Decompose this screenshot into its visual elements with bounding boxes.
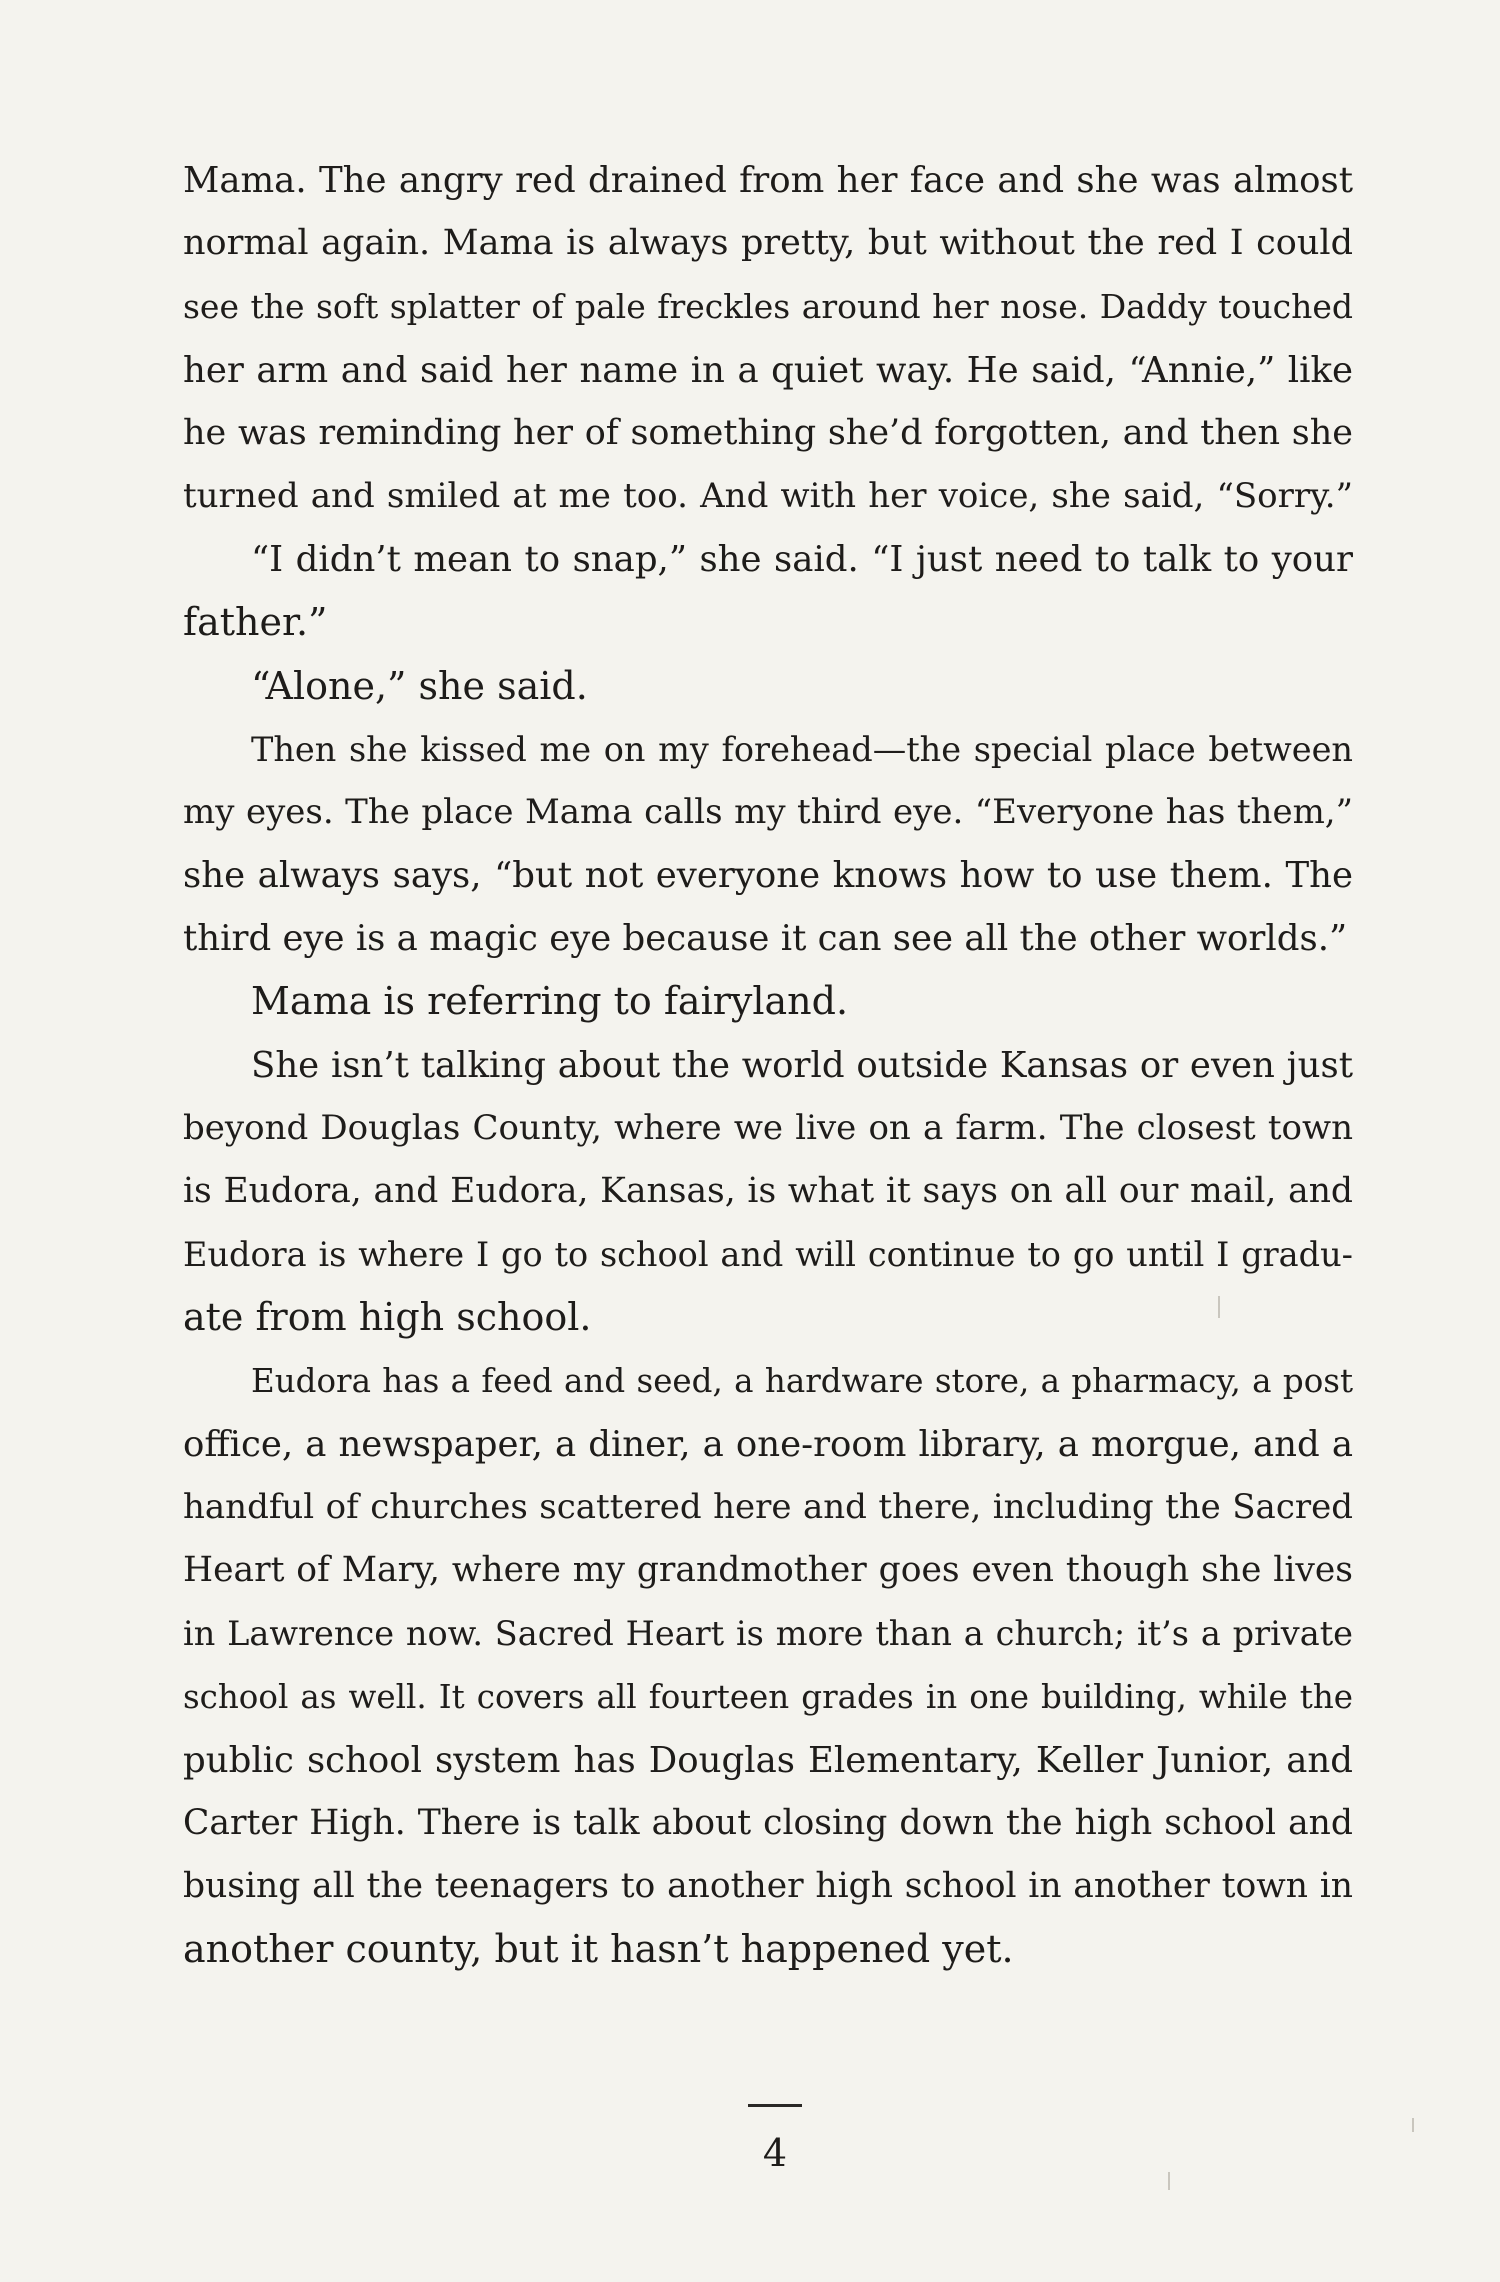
text-line: Eudora has a feed and seed, a hardware store, a pharmacy, a post: [251, 1361, 1353, 1400]
body-text: [183, 149, 1353, 1981]
text-line: third eye is a magic eye because it can see all the other worlds.”: [183, 918, 1348, 960]
scan-speck: [1218, 1296, 1220, 1318]
text-line: school as well. It covers all fourteen grades in one building, while the: [183, 1677, 1353, 1716]
text-line: Mama. The angry red drained from her face and she was almost: [183, 160, 1353, 201]
text-line: she always says, “but not everyone knows how to use them. The: [183, 855, 1353, 897]
text-line: see the soft splatter of pale freckles around her nose. Daddy touched: [183, 287, 1353, 327]
text-line: public school system has Douglas Elementary, Keller Junior, and: [183, 1739, 1353, 1781]
text-line: office, a newspaper, a diner, a one-room library, a morgue, and a: [183, 1423, 1353, 1465]
text-line: Eudora is where I go to school and will continue to go until I gradu-: [183, 1235, 1353, 1275]
text-line: normal again. Mama is always pretty, but without the red I could: [183, 223, 1353, 264]
text-line: beyond Douglas County, where we live on a farm. The closest town: [183, 1107, 1353, 1148]
text-line: another county, but it hasn’t happened yet.: [183, 1927, 1014, 1972]
text-line: “I didn’t mean to snap,” she said. “I just need to talk to your: [251, 539, 1353, 581]
text-line: her arm and said her name in a quiet way. He said, “Annie,” like: [183, 349, 1353, 391]
scan-speck: [1168, 2172, 1170, 2190]
text-line: ate from high school.: [183, 1295, 592, 1340]
text-line: Heart of Mary, where my grandmother goes even though she lives: [183, 1550, 1353, 1591]
folio-rule: [748, 2104, 802, 2107]
text-line: Then she kissed me on my forehead—the special place between: [251, 729, 1353, 769]
text-line: busing all the teenagers to another high school in another town in: [183, 1866, 1353, 1907]
text-line: handful of churches scattered here and there, including the Sacred: [183, 1486, 1353, 1527]
text-line: Mama is referring to fairyland.: [251, 979, 849, 1024]
text-line: in Lawrence now. Sacred Heart is more than a church; it’s a private: [183, 1614, 1353, 1654]
text-line: She isn’t talking about the world outside Kansas or even just: [251, 1044, 1353, 1086]
scan-speck: [1412, 2118, 1414, 2132]
text-line: turned and smiled at me too. And with her voice, she said, “Sorry.”: [183, 475, 1353, 516]
page-number: 4: [762, 2131, 788, 2175]
text-line: my eyes. The place Mama calls my third eye. “Everyone has them,”: [183, 791, 1353, 832]
text-line: he was reminding her of something she’d forgotten, and then she: [183, 412, 1353, 453]
text-line: father.”: [183, 600, 328, 645]
text-line: “Alone,” she said.: [251, 663, 588, 708]
text-line: is Eudora, and Eudora, Kansas, is what it says on all our mail, and: [183, 1171, 1353, 1211]
text-line: Carter High. There is talk about closing down the high school and: [183, 1802, 1353, 1843]
